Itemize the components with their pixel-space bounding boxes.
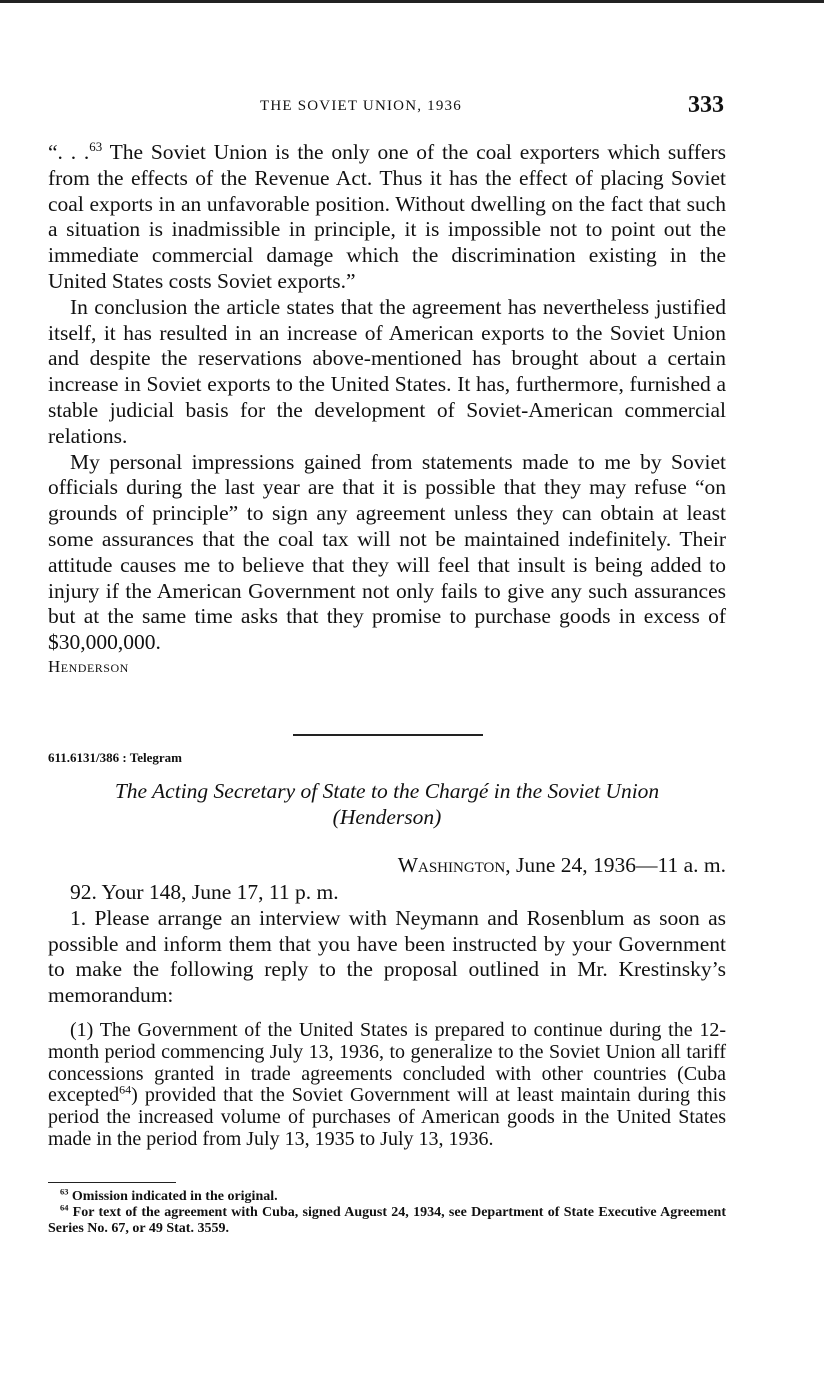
footnote-marker-64: 64 (60, 1203, 69, 1213)
telegram-body (48, 880, 726, 1009)
proposal-item-1-text-b: ) provided that the Soviet Government will at least maintain during this period the increased volume of purchases of American goods in the United States made in the period from July 13, 1935 to July 13, 1936. (48, 1084, 726, 1150)
proposal-item-1 (48, 1020, 726, 1151)
footnote-63 (48, 1189, 726, 1205)
footnote-divider (48, 1182, 176, 1183)
footnote-64 (48, 1205, 726, 1237)
quoted-paragraph (48, 140, 726, 295)
footnote-ref-63: 63 (89, 139, 103, 154)
telegram-paragraph-1: 1. Please arrange an interview with Neymann and Rosenblum as soon as possible and inform them that you have been instructed by your Government to make the following reply to the proposal outlined in Mr. Krestinsky’s memorandum: (48, 905, 726, 1008)
proposal-reply-quote (48, 1020, 726, 1151)
letter-body (48, 140, 726, 678)
page-number: 333 (688, 92, 724, 118)
document-title-line-2: (Henderson) (332, 805, 442, 829)
file-reference: 611.6131/386 : Telegram (48, 750, 182, 765)
document-title-line-1: The Acting Secretary of State to the Chargé in the Soviet Union (114, 779, 660, 803)
quote-ellipsis: “. . . (48, 140, 90, 164)
footnote-63-text: Omission indicated in the original. (68, 1189, 278, 1204)
page-top-border (0, 0, 824, 3)
section-divider (293, 734, 483, 736)
footnotes (48, 1189, 726, 1237)
page-header (48, 92, 724, 124)
proposal-item-1-text-a: (1) The Government of the United States is prepared to continue during the 12-month period commencing July 13, 1936, to generalize to the Soviet Union all tariff concessions granted in trade agreements concluded with other countries (Cuba excepted (48, 1019, 726, 1107)
document-title (48, 778, 726, 830)
footnote-ref-64: 64 (119, 1082, 132, 1097)
quoted-paragraph-text: The Soviet Union is the only one of the coal exporters which suffers from the effects of the Revenue Act. Thus it has the effect of placing Soviet coal exports in an unfavorable position. Without dwelling on the fact that such a situation is inadmissible in principle, it is impossible not to point out the immediate commercial damage which the discrimination existing in the United States costs Soviet exports.” (48, 140, 726, 293)
signature: Henderson (48, 656, 129, 676)
footnote-marker-63: 63 (60, 1187, 69, 1197)
dateline-date: , June 24, 1936—11 a. m. (505, 853, 726, 877)
telegram-paragraph-92: 92. Your 148, June 17, 11 p. m. (70, 880, 339, 904)
dateline-place: Washington (397, 853, 506, 877)
running-title: THE SOVIET UNION, 1936 (260, 98, 462, 114)
impressions-paragraph: My personal impressions gained from statements made to me by Soviet officials during the last year are that it is possible that they may refuse “on grounds of principle” to sign any agreement unless they can obtain at least some assurances that the coal tax will not be maintained indefinitely. Their attitude causes me to believe that they will feel that insult is being added to injury if the American Government not only fails to give any such assurances but at the same time asks that they promise to purchase goods in excess of $30,000,000. (48, 449, 726, 655)
footnote-64-text: For text of the agreement with Cuba, signed August 24, 1934, see Department of State Executive Agreement Series No. 67, or 49 Stat. 3559. (48, 1205, 726, 1236)
dateline (48, 852, 726, 878)
conclusion-paragraph: In conclusion the article states that the agreement has nevertheless justified itself, it has resulted in an increase of American exports to the Soviet Union and despite the reservations above-mentioned has brought about a certain increase in Soviet exports to the United States. It has, furthermore, furnished a stable judicial basis for the development of Soviet-American commercial relations. (48, 294, 726, 448)
